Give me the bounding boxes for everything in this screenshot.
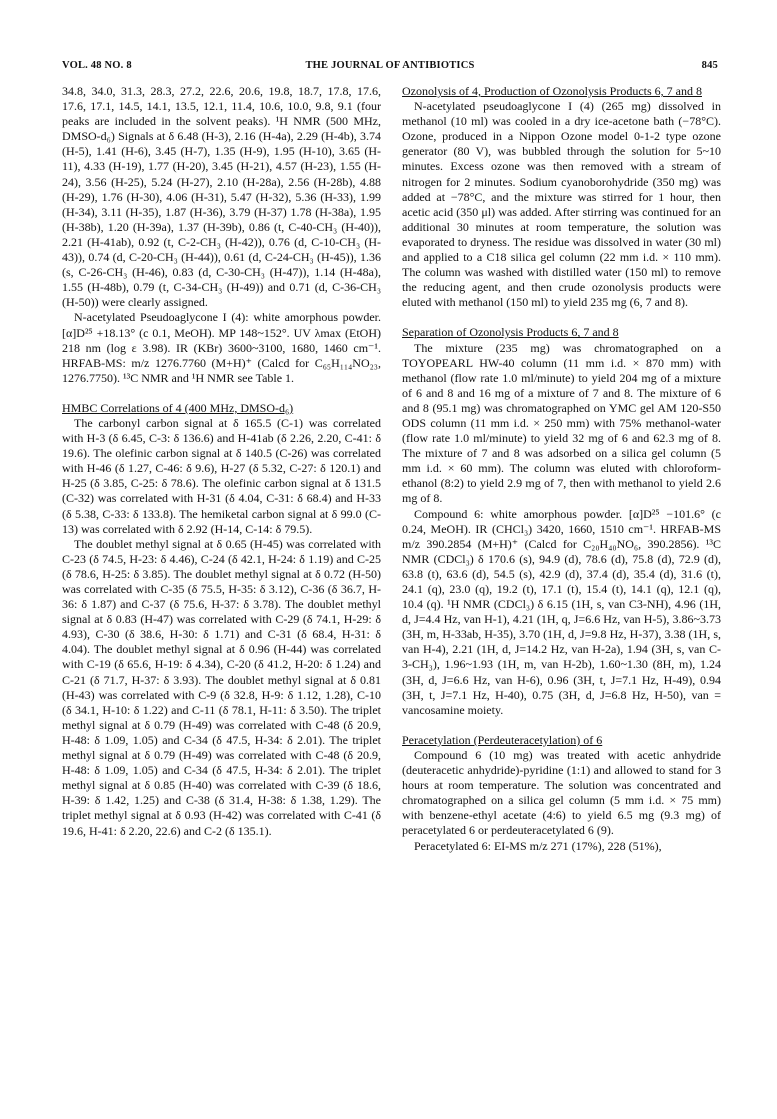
right-column — [402, 84, 721, 854]
page-header — [62, 60, 718, 76]
volume-info: VOL. 48 NO. 8 — [62, 60, 132, 71]
compound-4-paragraph: N-acetylated Pseudoaglycone I (4): white amorphous powder. [α]D²⁵ +18.13° (c 0.1, MeOH). MP 148~152°. UV λmax (EtOH) 218 nm (log ε 3.98). IR (KBr) 3600~3100, 1680, 1460 cm⁻¹. HRFAB-MS: m/z 1276.7760 (M+H)⁺ (Calcd for C₆₅H₁₁₄NO₂₃, 1276.7750). ¹³C NMR and ¹H NMR see Table 1. — [62, 310, 381, 385]
hmbc-heading: HMBC Correlations of 4 (400 MHz, DMSO-d₆) — [62, 400, 294, 415]
ozonolysis-heading: Ozonolysis of 4, Production of Ozonolysis Products 6, 7 and 8 — [402, 84, 702, 98]
separation-paragraph: The mixture (235 mg) was chromatographed on a TOYOPEARL HW-40 column (11 mm i.d. × 870 mm) with methanol (flow rate 1.0 ml/minute) to yield 204 mg of a mixture of 6 and 8 and 16 mg of a mixture of 7 and 8. The mixture of 6 and 8 (95.1 mg) was chromatographed on YMC gel AM 120-S50 ODS column (11 mm i.d. × 250 mm) with 75% methanol-water (flow rate 1.0 ml/minute) to yield 32 mg of 6 and 62.3 mg of 8. The mixture of 7 and 8 was adsorbed on a silica gel column (5 mm i.d. × 60 mm). The column was eluted with chloroform-ethanol (8:2) to yield 2.9 mg of 7, then with methanol to yield 2.6 mg of 8. — [402, 340, 721, 506]
page-number: 845 — [701, 60, 718, 71]
hmbc-paragraph-1: The carbonyl carbon signal at δ 165.5 (C-1) was correlated with H-3 (δ 6.45, C-3: δ 136.6) and H-41ab (δ 2.26, 2.20, C-41: δ 19.6). The olefinic carbon signal at δ 140.5 (C-26) was correlated with H-46 (δ 1.27, C-46: δ 9.6), H-27 (δ 5.32, C-27: δ 120.1) and H-25 (δ 3.85, C-25: δ 78.6). The olefinic carbon signal at δ 131.5 (C-32) was correlated with H-31 (δ 4.04, C-31: δ 68.4) and H-33 (δ 5.38, C-33: δ 133.8). The hemiketal carbon signal at δ 99.0 (C-13) was correlated with δ 2.92 (H-14, C-14: δ 79.5). — [62, 415, 381, 536]
peracetylation-heading: Peracetylation (Perdeuteracetylation) of 6 — [402, 732, 603, 747]
separation-heading: Separation of Ozonolysis Products 6, 7 and 8 — [402, 325, 619, 340]
journal-title: THE JOURNAL OF ANTIBIOTICS — [305, 60, 475, 71]
peracetylated-6-paragraph: Peracetylated 6: EI-MS m/z 271 (17%), 228 (51%), — [414, 838, 662, 853]
compound-6-paragraph: Compound 6: white amorphous powder. [α]D²⁵ −101.6° (c 0.24, MeOH). IR (CHCl₃) 3420, 1660, 1510 cm⁻¹. HRFAB-MS m/z 390.2854 (M+H)⁺ (Calcd for C₂₀H₄₀NO₆, 390.2856). ¹³C NMR (CDCl₃) δ 170.6 (s), 94.9 (d), 78.6 (d), 75.8 (d), 72.9 (d), 63.8 (t), 63.6 (d), 54.5 (s), 42.9 (d), 37.4 (d), 35.4 (d), 31.6 (t), 24.1 (q), 23.0 (q), 19.2 (t), 17.1 (t), 15.4 (t), 14.1 (q), 12.1 (q), 10.4 (q). ¹H NMR (CDCl₃) δ 6.15 (1H, s, van C3-NH), 4.96 (1H, d, J=4.4 Hz, van H-1), 4.21 (1H, q, J=6.6 Hz, van H-5), 3.86~3.73 (3H, m, H-33ab, H-35), 3.70 (1H, d, J=9.8 Hz, H-37), 3.38 (1H, s, van H-4), 2.21 (1H, d, J=14.2 Hz, van H-2a), 1.94 (3H, s, van C-3-CH₃), 1.96~1.93 (1H, m, van H-2b), 1.60~1.30 (8H, m), 1.24 (3H, d, J=6.6 Hz, van H-6), 0.96 (3H, t, J=7.1 Hz, H-49), 0.94 (3H, t, J=7.1 Hz, H-40), 0.75 (3H, d, J=6.8 Hz, H-50), van = vancosamine moiety. — [402, 506, 721, 717]
left-column — [62, 84, 381, 839]
peracetylation-paragraph: Compound 6 (10 mg) was treated with acetic anhydride (deuteracetic anhydride)-pyridine (1:1) and allowed to stand for 3 hours at room temperature. The solution was concentrated and chromatographed on a silica gel column (5 mm i.d. × 75 mm) with benzene-ethyl acetate (4:6) to yield 6.5 mg (9.3 mg) of peracetylated 6 or perdeuteracetylated 6 (9). — [402, 747, 721, 838]
ozonolysis-paragraph: N-acetylated pseudoaglycone I (4) (265 mg) dissolved in methanol (10 ml) was cooled in a dry ice-acetone bath (−78°C). Ozone, produced in a Nippon Ozone model 0-1-2 type ozone generator (80 V), was bubbled through the solution for 5~10 minutes. Excess ozone was then removed with a stream of nitrogen for 2 minutes. Sodium cyanoborohydride (350 mg) was added at −78°C, and the mixture was stirred for 1 hour, then acetic acid (350 μl) was added. After stirring was continued for an additional 30 minutes at room temperature, the solution was evaporated to dryness. The residue was dissolved in water (30 ml) and applied to a C18 silica gel column (22 mm i.d. × 110 mm). The column was washed with distilled water (150 ml) to remove the reducing agent, and then crude ozonolysis products were eluted with methanol (150 ml) to yield 235 mg (6, 7 and 8). — [402, 99, 721, 310]
nmr-data-paragraph: 34.8, 34.0, 31.3, 28.3, 27.2, 22.6, 20.6, 19.8, 18.7, 17.8, 17.6, 17.6, 17.1, 14.5, 14.1, 13.5, 12.1, 11.4, 10.6, 10.0, 9.8, 9.1 (four peaks are included in the solvent peaks). ¹H NMR (500 MHz, DMSO-d₆) Signals at δ 6.48 (H-3), 2.16 (H-4a), 2.29 (H-4b), 3.74 (H-5), 1.41 (H-6), 3.45 (H-7), 1.35 (H-9), 1.95 (H-10), 3.65 (H-11), 4.33 (H-19), 1.77 (H-20), 3.45 (H-21), 4.57 (H-23), 1.55 (H-24), 3.56 (H-25), 5.24 (H-27), 2.10 (H-28a), 2.56 (H-28b), 4.88 (H-29), 1.76 (H-30), 4.06 (H-31), 5.47 (H-32), 5.36 (H-33), 1.99 (H-34), 3.11 (H-35), 1.87 (H-36), 3.79 (H-37) 1.78 (H-38a), 1.95 (H-38b), 1.20 (H-39a), 1.37 (H-39b), 0.86 (t, C-40-CH₃ (H-40)), 2.21 (H-41ab), 0.92 (t, C-2-CH₃ (H-42)), 0.76 (d, C-10-CH₃ (H-43)), 0.74 (d, C-20-CH₃ (H-44)), 0.61 (d, C-24-CH₃ (H-45)), 1.36 (s, C-26-CH₃ (H-46), 0.83 (d, C-30-CH₃ (H-47)), 1.14 (H-48a), 1.55 (H-48b), 0.79 (t, C-34-CH₃ (H-49)) and 0.71 (d, C-36-CH₃ (H-50)) were clearly assigned. — [62, 84, 381, 310]
hmbc-paragraph-2: The doublet methyl signal at δ 0.65 (H-45) was correlated with C-23 (δ 74.5, H-23: δ 4.46), C-24 (δ 42.1, H-24: δ 1.19) and C-25 (δ 78.6, H-25: δ 3.85). The doublet methyl signal at δ 0.72 (H-50) was correlated with C-35 (δ 75.5, H-35: δ 3.12), C-36 (δ 36.7, H-36: δ 1.87) and C-37 (δ 75.6, H-37: δ 3.78). The doublet methyl signal at δ 0.83 (H-47) was correlated with C-29 (δ 74.1, H-29: δ 4.93), C-30 (δ 38.6, H-30: δ 1.71) and C-31 (δ 68.4, H-31: δ 4.04). The doublet methyl signal at δ 0.96 (H-44) was correlated with C-19 (δ 65.6, H-19: δ 4.34), C-20 (δ 41.2, H-20: δ 1.24) and C-21 (δ 71.7, H-37: δ 3.93). The doublet methyl signal at δ 0.81 (H-43) was correlated with C-9 (δ 32.8, H-9: δ 1.12, 1.28), C-10 (δ 34.1, H-10: δ 1.22) and C-11 (δ 78.1, H-11: δ 3.50). The triplet methyl signal at δ 0.79 (H-49) was correlated with C-48 (δ 20.9, H-48: δ 1.09, 1.05) and C-34 (δ 47.5, H-34: δ 2.01). The triplet methyl signal at δ 0.79 (H-49) was correlated with C-48 (δ 20.9, H-48: δ 1.09, 1.05) and C-34 (δ 47.5, H-34: δ 2.01). The triplet methyl signal at δ 0.85 (H-40) was correlated with C-39 (δ 18.6, H-39: δ 1.42, 1.25) and C-38 (δ 31.4, H-38: δ 1.38, 1.29). The triplet methyl signal at δ 0.93 (H-42) was correlated with C-41 (δ 19.6, H-41: δ 2.20, 22.6) and C-2 (δ 135.1). — [62, 536, 381, 838]
